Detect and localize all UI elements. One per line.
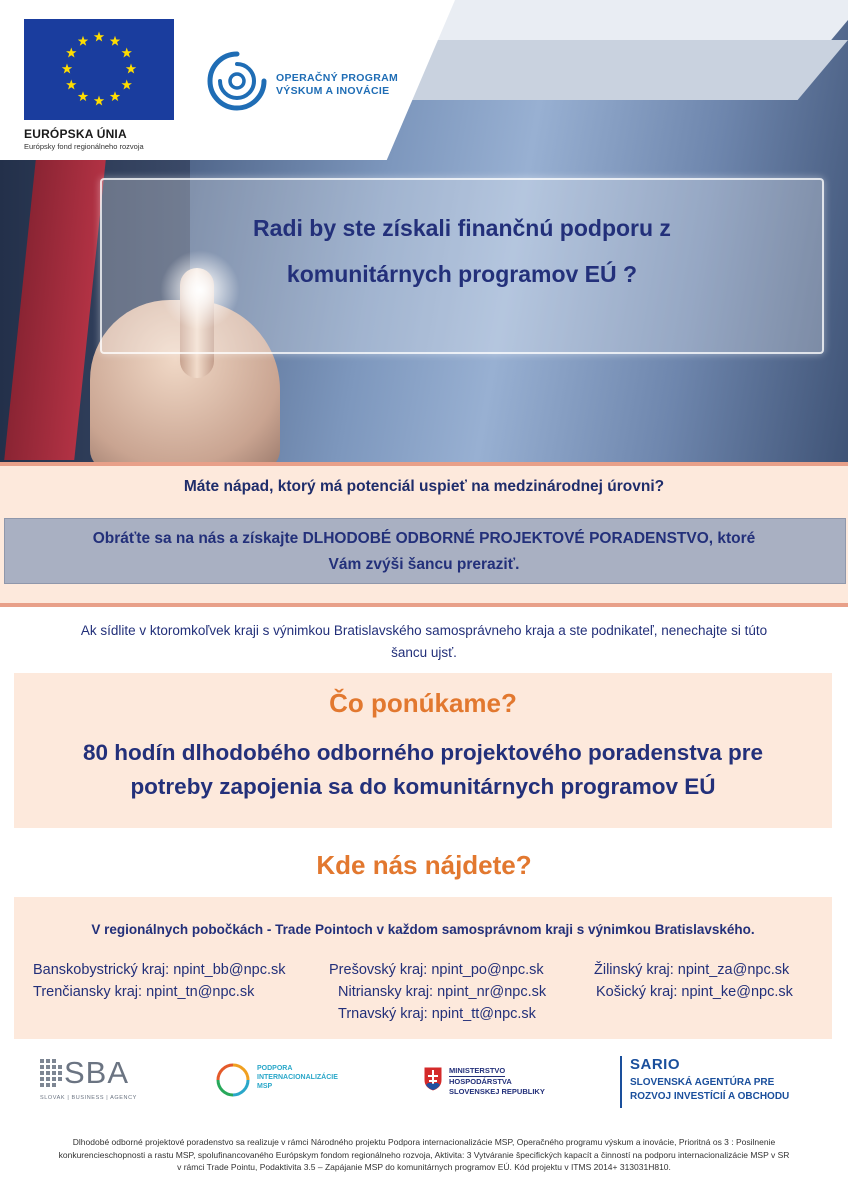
- slovak-coat-of-arms-icon: [423, 1066, 443, 1092]
- sario-name: SARIO: [630, 1056, 681, 1073]
- offer-text: [30, 736, 816, 804]
- contact-email[interactable]: npint_ke@npc.sk: [681, 984, 793, 1000]
- ppi-line2: INTERNACIONALIZÁCIE: [257, 1074, 338, 1081]
- op-line1: OPERAČNÝ PROGRAM: [276, 72, 399, 84]
- min-line2: HOSPODÁRSTVA: [449, 1077, 512, 1086]
- eligibility-text: [20, 620, 828, 664]
- sba-sub1: SLOVAK: [40, 1095, 66, 1101]
- eligibility-line1: Ak sídlite v ktoromkoľvek kraji s výnimkou Bratislavského samosprávneho kraja a ste podnikateľ, nenechajte si túto: [80, 623, 768, 638]
- contact-trenciansky: [33, 984, 254, 1000]
- ppi-logo: [215, 1060, 375, 1100]
- eu-label: EURÓPSKA ÚNIA: [24, 127, 127, 141]
- sba-sub2: BUSINESS: [71, 1095, 105, 1101]
- contact-region: Košický kraj:: [596, 984, 678, 1000]
- min-line1: MINISTERSTVO: [449, 1066, 506, 1075]
- footnote-line1: Dlhodobé odborné projektové poradenstvo sa realizuje v rámci Národného projektu Podpora internacionalizácie MSP, Operačného programu výskum a inovácie, Prioritná os 3 : Posilnenie: [72, 1137, 776, 1147]
- contact-email[interactable]: npint_tt@npc.sk: [431, 1006, 536, 1022]
- contact-region: Trenčiansky kraj:: [33, 984, 143, 1000]
- ppi-line1: PODPORA: [257, 1065, 293, 1072]
- contact-zilinsky: [594, 962, 789, 978]
- sba-grid-icon: [40, 1059, 62, 1091]
- contact-email[interactable]: npint_bb@npc.sk: [173, 962, 286, 978]
- sba-name: SBA: [64, 1055, 130, 1090]
- hero-question-line1: Radi by ste získali finančnú podporu z: [253, 215, 671, 241]
- eu-flag-logo: [24, 19, 174, 120]
- op-line2: VÝSKUM A INOVÁCIE: [276, 85, 390, 97]
- contact-kosicky: [596, 984, 793, 1000]
- eligibility-line2: šancu ujsť.: [391, 645, 457, 660]
- cta-text: [10, 526, 838, 578]
- footnote: [20, 1136, 828, 1174]
- footnote-line3: v rámci Trade Pointu, Podaktivita 3.5 – Zapájanie MSP do komunitárnych programov EÚ. Kód projektu v ITMS 2014+ 313031H810.: [177, 1162, 671, 1172]
- ppi-line3: MSP: [257, 1083, 273, 1090]
- sba-logo: [40, 1057, 150, 1107]
- eu-sublabel: Európsky fond regionálneho rozvoja: [24, 142, 144, 151]
- contact-region: Trnavský kraj:: [338, 1006, 428, 1022]
- contact-email[interactable]: npint_nr@npc.sk: [437, 984, 547, 1000]
- offer-line1: 80 hodín dlhodobého odborného projektového poradenstva pre: [82, 740, 764, 765]
- ministry-text: [449, 1066, 545, 1097]
- contact-region: Banskobystrický kraj:: [33, 962, 170, 978]
- contact-email[interactable]: npint_po@npc.sk: [431, 962, 544, 978]
- ppi-text: [257, 1064, 338, 1091]
- contact-banskobystricky: [33, 962, 285, 978]
- ppi-ring-icon: [215, 1062, 251, 1098]
- ministry-logo: [423, 1062, 573, 1102]
- sba-sub3: AGENCY: [110, 1095, 137, 1101]
- hero-question: [100, 205, 824, 297]
- find-us-title: Kde nás nájdete?: [316, 850, 532, 880]
- contacts-intro: V regionálnych pobočkách - Trade Pointoch v každom samosprávnom kraji s výnimkou Bratislavského.: [91, 922, 755, 937]
- hero-question-line2: komunitárnych programov EÚ ?: [286, 261, 638, 287]
- contact-region: Žilinský kraj:: [594, 962, 674, 978]
- cta-line2: Vám zvýši šancu preraziť.: [328, 556, 520, 573]
- sba-subtitle: SLOVAK | BUSINESS | AGENCY: [40, 1095, 137, 1101]
- sario-logo: [620, 1056, 830, 1108]
- offer-line2: potreby zapojenia sa do komunitárnych programov EÚ: [130, 774, 716, 799]
- contact-nitriansky: [338, 984, 546, 1000]
- min-line3: SLOVENSKEJ REPUBLIKY: [449, 1087, 545, 1096]
- divider-bottom: [0, 603, 848, 607]
- contact-email[interactable]: npint_tn@npc.sk: [146, 984, 255, 1000]
- footnote-line2: konkurencieschopnosti a rastu MSP, spolufinancovaného Európskym fondom regionálneho rozvoja, Aktivita: 3 Vytváranie špecifických kapacít a činností na podporu internacionalizácie MSP v SR: [58, 1149, 790, 1160]
- sario-text: [630, 1076, 789, 1104]
- op-vai-logo-text: [276, 72, 398, 98]
- op-vai-logo-icon: [206, 50, 268, 112]
- contact-trnavsky: [338, 1006, 536, 1022]
- idea-question: Máte nápad, ktorý má potenciál uspieť na medzinárodnej úrovni?: [183, 478, 665, 495]
- cta-line1: Obráťte sa na nás a získajte DLHODOBÉ ODBORNÉ PROJEKTOVÉ PORADENSTVO, ktoré: [92, 530, 756, 547]
- offer-title: Čo ponúkame?: [329, 688, 517, 718]
- contact-region: Prešovský kraj:: [329, 962, 428, 978]
- sario-line1: SLOVENSKÁ AGENTÚRA PRE: [630, 1077, 775, 1088]
- sario-line2: ROZVOJ INVESTÍCIÍ A OBCHODU: [630, 1091, 790, 1102]
- contact-email[interactable]: npint_za@npc.sk: [677, 962, 790, 978]
- contact-region: Nitriansky kraj:: [338, 984, 434, 1000]
- contact-presovsky: [329, 962, 544, 978]
